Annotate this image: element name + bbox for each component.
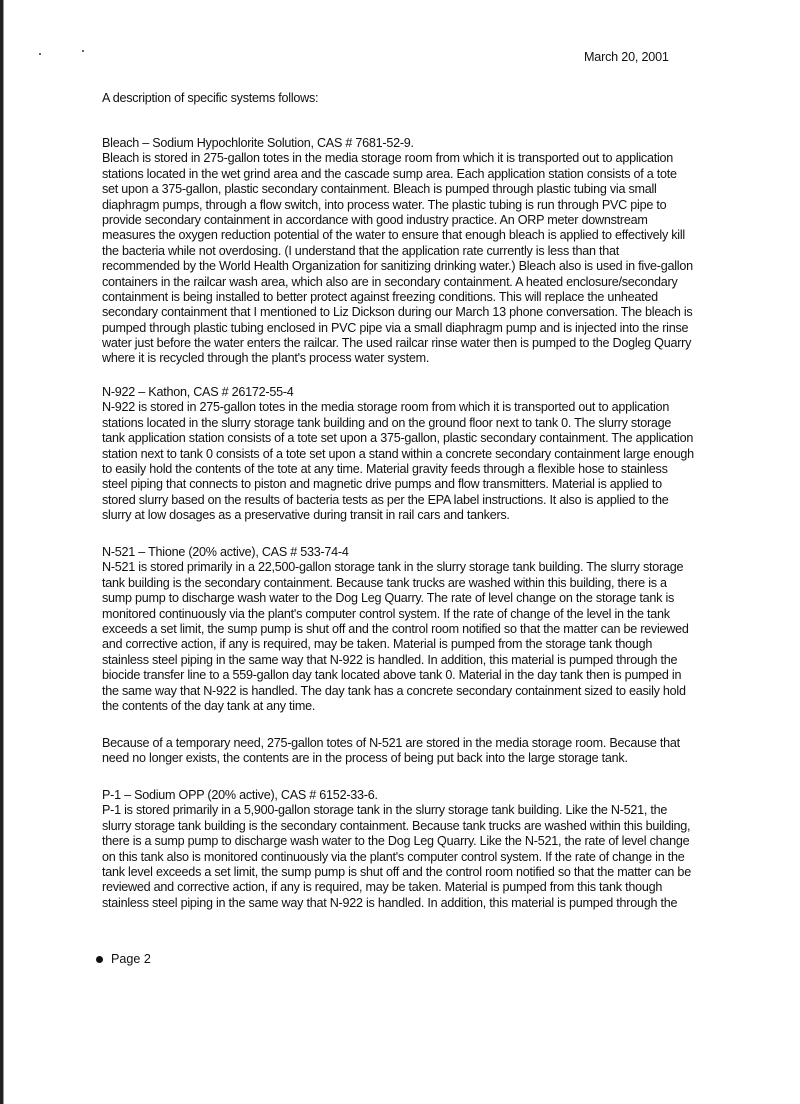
body-line: tank level exceeds a set limit, the sump pump is shut off and the control room notified so that the matter can be bbox=[102, 864, 691, 879]
body-line: Bleach is stored in 275-gallon totes in the media storage room from which it is transported out to application bbox=[102, 151, 674, 166]
scan-speck bbox=[39, 53, 41, 55]
body-line: biocide transfer line to a 559-gallon day tank located above tank 0. Material in the day tank then is pumped in bbox=[102, 668, 682, 683]
body-line: N-521 is stored primarily in a 22,500-gallon storage tank in the slurry storage tank building. The slurry storage bbox=[102, 560, 684, 575]
scan-speck bbox=[82, 50, 84, 52]
body-line: where it is recycled through the plant's process water system. bbox=[102, 351, 430, 366]
body-line: set upon a 375-gallon, plastic secondary containment. Bleach is pumped through plastic tubing via small bbox=[102, 182, 657, 197]
body-line: stations located in the slurry storage tank building and on the ground floor next to tank 0. The slurry storage bbox=[102, 415, 672, 430]
body-line: station next to tank 0 consists of a tote set upon a stand within a concrete secondary containment large enough bbox=[102, 446, 694, 461]
section-heading: Bleach – Sodium Hypochlorite Solution, CAS # 7681-52-9. bbox=[102, 136, 414, 150]
body-line: containment is being installed to better protect against freezing conditions. This will replace the unheated bbox=[102, 289, 658, 304]
body-line: containers in the railcar wash area, which also are in secondary containment. A heated enclosure/secondary bbox=[102, 274, 678, 289]
body-line: tank application station consists of a tote set upon a 375-gallon, plastic secondary containment. The application bbox=[102, 431, 694, 446]
body-line: the same way that N-922 is handled. The day tank has a concrete secondary containment sized to easily hold bbox=[102, 683, 686, 698]
body-line: need no longer exists, the contents are in the process of being put back into the large storage tank. bbox=[102, 751, 628, 766]
body-line: tank building is the secondary containment. Because tank trucks are washed within this building, there is a bbox=[102, 575, 667, 590]
body-line: diaphragm pumps, through a flow switch, into process water. The plastic tubing is run through PVC pipe to bbox=[102, 197, 667, 212]
body-line: reviewed and corrective action, if any is required, may be taken. Material is pumped from this tank though bbox=[102, 880, 663, 895]
body-line: exceeds a set limit, the sump pump is shut off and the control room notified so that the matter can be reviewed bbox=[102, 621, 689, 636]
body-line: the contents of the day tank at any time. bbox=[102, 698, 316, 713]
body-line: water just before the water enters the railcar. The used railcar rinse water then is pumped to the Dogleg Quarry bbox=[102, 336, 692, 351]
body-line: Because of a temporary need, 275-gallon totes of N-521 are stored in the media storage room. Because that bbox=[102, 736, 680, 750]
body-line: monitored continuously via the plant's computer control system. If the rate of change of the level in the tank bbox=[102, 606, 670, 621]
body-line: and corrective action, if any is required, may be taken. Material is pumped from the storage tank though bbox=[102, 637, 653, 652]
section-heading: N-922 – Kathon, CAS # 26172-55-4 bbox=[102, 385, 294, 399]
scan-edge-shadow bbox=[3, 0, 4, 1104]
section-bleach bbox=[102, 136, 693, 367]
body-line: provide secondary containment in accordance with good industry practice. An ORP meter downstream bbox=[102, 212, 648, 227]
body-line: to easily hold the contents of the tote at any time. Material gravity feeds through a flexible hose to stainless bbox=[102, 461, 668, 476]
paragraph-temporary-need bbox=[102, 736, 680, 767]
body-line: the bacteria while not overdosing. (I understand that the application rate currently is less than that bbox=[102, 243, 620, 258]
body-line: pumped through plastic tubing enclosed in PVC pipe via a small diaphragm pump and is injected into the rinse bbox=[102, 320, 689, 335]
body-line: on this tank also is monitored continuously via the plant's computer control system. If the rate of change in the bbox=[102, 849, 685, 864]
body-line: stainless steel piping in the same way that N-922 is handled. In addition, this material is pumped through the bbox=[102, 652, 678, 667]
body-line: there is a sump pump to discharge wash water to the Dog Leg Quarry. Like the N-521, the rate of level change bbox=[102, 834, 690, 849]
body-line: stainless steel piping in the same way that N-922 is handled. In addition, this material is pumped through the bbox=[102, 895, 678, 910]
body-line: steel piping that connects to piston and magnetic drive pumps and flow transmitters. Material is applied to bbox=[102, 477, 662, 492]
page-number: Page 2 bbox=[111, 952, 151, 966]
body-line: slurry at low dosages as a preservative during transit in rail cars and tankers. bbox=[102, 508, 510, 523]
page-footer bbox=[96, 952, 151, 966]
bullet-icon bbox=[96, 956, 103, 963]
body-line: secondary containment that I mentioned to Liz Dickson during our March 13 phone conversation. The bleach is bbox=[102, 305, 693, 320]
body-line: stations located in the wet grind area and the cascade sump area. Each application station consists of a tote bbox=[102, 166, 677, 181]
section-heading: P-1 – Sodium OPP (20% active), CAS # 6152-33-6. bbox=[102, 788, 378, 802]
body-line: measures the oxygen reduction potential of the water to ensure that enough bleach is applied to effectively kill bbox=[102, 228, 685, 243]
section-n922 bbox=[102, 385, 694, 524]
section-p1 bbox=[102, 788, 691, 911]
section-heading: N-521 – Thione (20% active), CAS # 533-74-4 bbox=[102, 545, 349, 559]
body-line: N-922 is stored in 275-gallon totes in the media storage room from which it is transported out to application bbox=[102, 400, 670, 415]
body-line: P-1 is stored primarily in a 5,900-gallon storage tank in the slurry storage tank building. Like the N-521, the bbox=[102, 803, 668, 818]
section-n521 bbox=[102, 545, 689, 714]
body-line: recommended by the World Health Organization for sanitizing drinking water.) Bleach also is used in five-gallon bbox=[102, 259, 693, 274]
body-line: stored slurry based on the results of bacteria tests as per the EPA label instructions. It also is applied to the bbox=[102, 492, 669, 507]
body-line: slurry storage tank building is the secondary containment. Because tank trucks are washed within this building, bbox=[102, 818, 691, 833]
body-line: sump pump to discharge wash water to the Dog Leg Quarry. The rate of level change on the storage tank is bbox=[102, 591, 675, 606]
letter-date: March 20, 2001 bbox=[584, 50, 669, 64]
intro-text: A description of specific systems follows: bbox=[102, 91, 319, 105]
